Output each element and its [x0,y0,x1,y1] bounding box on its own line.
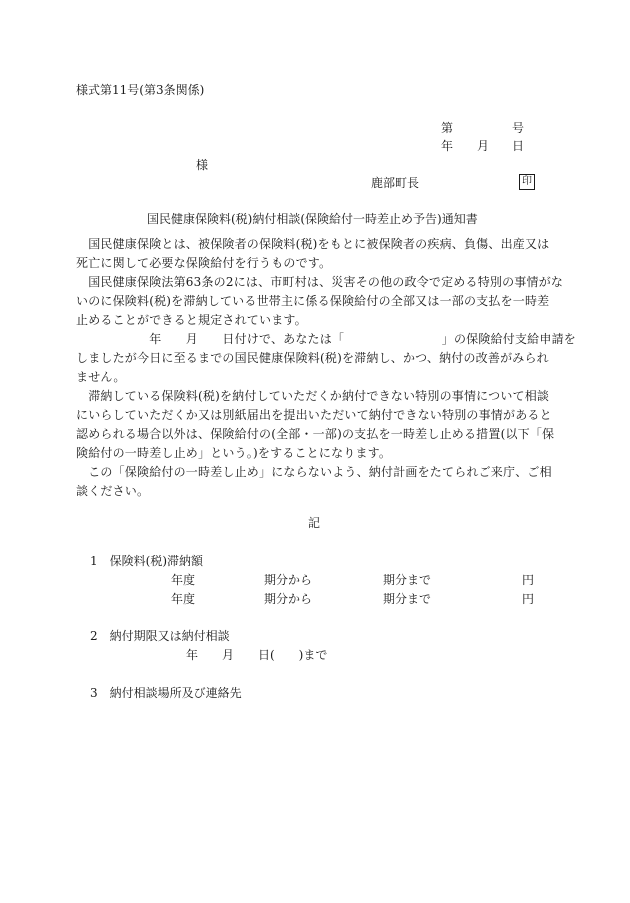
form-number: 様式第11号(第3条関係) [76,83,205,97]
section3-heading: 3 納付相談場所及び連絡先 [90,686,242,700]
body-line: 死亡に関して必要な保険給付を行うものです。 [76,256,332,270]
seal-icon: 印 [519,174,535,190]
doc-number-dai: 第 [441,121,454,135]
ki-heading: 記 [308,516,321,530]
body-line: 国民健康保険とは、被保険者の保険料(税)をもとに被保険者の疾病、負傷、出産又は [76,237,550,251]
body-line: しましたが今日に至るまでの国民健康保険料(税)を滞納し、かつ、納付の改善がみられ [76,351,549,365]
body-paragraph-3 [76,330,576,387]
date-day: 日 [512,139,525,153]
body-paragraph-5 [76,463,554,501]
arrears-to: 期分まで [383,592,432,606]
body-line: 認められる場合以外は、保険給付の(全部・一部)の支払を一時差し止める措置(以下「保 [76,427,555,441]
document-title: 国民健康保険料(税)納付相談(保険給付一時差止め予告)通知書 [147,212,478,226]
body-line: 国民健康保険法第63条の2には、市町村は、災害その他の政令で定める特別の事情がな [76,275,564,289]
arrears-from: 期分から [264,573,313,587]
arrears-nendo: 年度 [171,592,196,606]
body-line: 険給付の一時差し止め」という。)をすることになります。 [76,446,392,460]
body-line: ません。 [76,370,126,384]
arrears-from: 期分から [264,592,313,606]
body-paragraph-2 [76,273,564,330]
payment-deadline: 年 月 日( )まで [186,648,328,662]
body-line: 滞納している保険料(税)を納付していただくか納付できない特別の事情について相談 [76,389,550,403]
body-line: いのに保険料(税)を滞納している世帯主に係る保険給付の全部又は一部の支払を一時差 [76,294,550,308]
body-line: この「保険給付の一時差し止め」にならないよう、納付計画をたてられご来庁、ご相 [76,465,552,479]
arrears-nendo: 年度 [171,573,196,587]
section1-heading: 1 保険料(税)滞納額 [90,554,203,568]
arrears-to: 期分まで [383,573,432,587]
issuer: 鹿部町長 [371,176,420,190]
section2-heading: 2 納付期限又は納付相談 [90,629,230,643]
doc-number-go: 号 [512,121,525,135]
body-line: 止めることができると規定されています。 [76,313,307,327]
date-month: 月 [477,139,490,153]
addressee-sama: 様 [196,158,209,172]
body-paragraph-4 [76,387,554,463]
body-line: 談ください。 [76,484,150,498]
body-line: にいらしていただくか又は別紙届出を提出いただいて納付できない特別の事情があると [76,408,552,422]
arrears-yen: 円 [522,592,535,606]
date-year: 年 [441,139,454,153]
arrears-yen: 円 [522,573,535,587]
body-line: 年 月 日付けで、あなたは「 」の保険給付支給申請を [76,332,576,346]
body-paragraph-1 [76,235,554,273]
